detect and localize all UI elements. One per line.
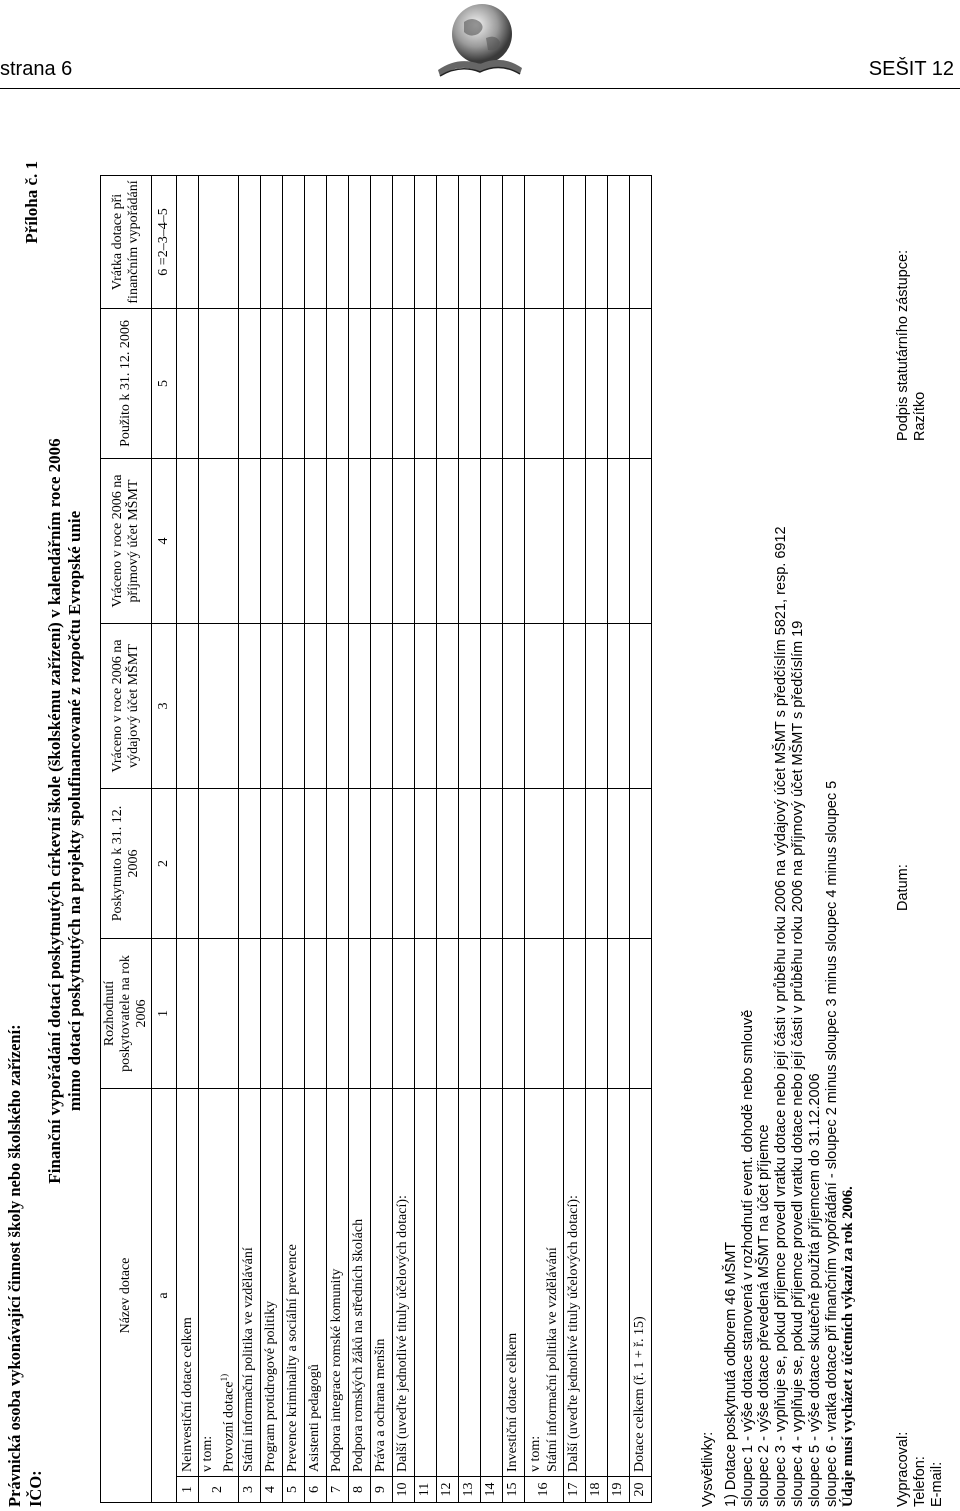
value-cell[interactable]	[414, 788, 436, 938]
value-cell[interactable]	[458, 788, 480, 938]
table-row	[260, 175, 282, 1502]
value-cell[interactable]	[502, 175, 524, 308]
value-cell[interactable]	[370, 175, 392, 308]
row-label-cell	[304, 1088, 326, 1476]
value-cell[interactable]	[524, 938, 563, 1088]
row-label: Podpora integrace romské komunity	[329, 1268, 345, 1472]
table-row	[585, 175, 607, 1502]
row-number: 17	[563, 1477, 585, 1503]
table-row	[502, 175, 524, 1502]
value-cell[interactable]	[326, 623, 348, 788]
explanation-line: sloupec 1 - výše dotace stanovená v rozhodnutí event. dohodě nebo smlouvě	[739, 1009, 756, 1507]
value-cell[interactable]	[392, 788, 414, 938]
value-cell[interactable]	[326, 938, 348, 1088]
value-cell[interactable]	[199, 458, 239, 623]
value-cell[interactable]	[563, 938, 585, 1088]
value-cell[interactable]	[563, 308, 585, 458]
value-cell[interactable]	[414, 458, 436, 623]
row-number: 10	[392, 1477, 414, 1503]
row-label: Investiční dotace celkem	[505, 1332, 521, 1472]
table-row	[480, 175, 502, 1502]
value-cell[interactable]	[348, 788, 370, 938]
value-cell[interactable]	[629, 308, 651, 458]
explanation-line: sloupec 6 - vratka dotace při finančním vypořádání - sloupec 2 minus sloupec 3 minus sloupec 4 minus sloupec 5	[823, 780, 840, 1507]
signature-block	[895, 250, 929, 441]
value-cell[interactable]	[238, 308, 260, 458]
explanation-line: sloupec 4 - vyplňuje se, pokud příjemce provedl vratku dotace nebo její části v průběhu roku 2006 na příjmový účet MŠMT s předčíslím 19	[789, 620, 806, 1507]
table-row	[304, 175, 326, 1502]
row-label: Prevence kriminality a sociální prevence	[285, 1244, 301, 1472]
value-cell[interactable]	[414, 623, 436, 788]
value-cell[interactable]	[414, 175, 436, 308]
row-label-cell	[585, 1088, 607, 1476]
value-cell[interactable]	[524, 175, 563, 308]
value-cell[interactable]	[304, 938, 326, 1088]
value-cell[interactable]	[304, 788, 326, 938]
value-cell[interactable]	[629, 623, 651, 788]
row-prefix: v tom:	[200, 1435, 215, 1472]
row-number: 7	[326, 1477, 348, 1503]
value-cell[interactable]	[238, 623, 260, 788]
value-cell[interactable]	[392, 938, 414, 1088]
phone-label: Telefon:	[912, 1456, 928, 1507]
column-header: Poskytnuto k 31. 12. 2006	[101, 788, 152, 938]
value-cell[interactable]	[260, 308, 282, 458]
value-cell[interactable]	[326, 458, 348, 623]
value-cell[interactable]	[282, 623, 304, 788]
value-cell[interactable]	[260, 175, 282, 308]
column-header: Vrátka dotace při finančním vypořádání	[101, 175, 152, 308]
row-label: Další (uveďte jednotlivé tituly účelových dotací):	[566, 1195, 582, 1472]
value-cell[interactable]	[260, 623, 282, 788]
value-cell[interactable]	[629, 458, 651, 623]
prepared-by-label: Vypracoval:	[895, 1431, 911, 1507]
row-number: 8	[348, 1477, 370, 1503]
value-cell[interactable]	[177, 938, 199, 1088]
column-header: Vráceno v roce 2006 na výdajový účet MŠMT	[101, 623, 152, 788]
column-header: Název dotace	[101, 1088, 152, 1502]
row-label-cell	[524, 1088, 563, 1476]
value-cell[interactable]	[502, 788, 524, 938]
row-number: 4	[260, 1477, 282, 1503]
value-cell[interactable]	[370, 623, 392, 788]
organization-line: Právnická osoba vykonávající činnost školy nebo školského zařízení:	[5, 1024, 24, 1507]
value-cell[interactable]	[502, 623, 524, 788]
table-row	[524, 175, 563, 1502]
table-body	[177, 175, 652, 1502]
explanation-line: sloupec 5 - výše dotace skutečně použitá příjemcem do 31.12.2006	[806, 1073, 823, 1507]
section-label: SEŠIT 12	[868, 58, 954, 80]
row-number: 16	[524, 1477, 563, 1503]
value-cell[interactable]	[480, 623, 502, 788]
form-title	[45, 261, 85, 1361]
row-number: 2	[199, 1477, 239, 1503]
table-row	[563, 175, 585, 1502]
explanation-line: sloupec 3 - vyplňuje se, pokud příjemce provedl vratku dotace nebo její části v průběhu roku 2006 na výdajový účet MŠMT s předčíslím 5821, resp. 6912	[773, 526, 790, 1507]
table-row	[436, 175, 458, 1502]
row-label-cell	[480, 1088, 502, 1476]
row-label: Neinvestiční dotace celkem	[179, 1317, 195, 1472]
ico-line: IČO:	[26, 1470, 45, 1507]
prepared-by-block	[895, 1432, 946, 1507]
value-cell[interactable]	[524, 308, 563, 458]
value-cell[interactable]	[585, 308, 607, 458]
value-cell[interactable]	[480, 458, 502, 623]
value-cell[interactable]	[370, 458, 392, 623]
value-cell[interactable]	[480, 175, 502, 308]
row-label: Provozní dotace	[221, 1381, 237, 1472]
row-label-cell	[282, 1088, 304, 1476]
value-cell[interactable]	[502, 938, 524, 1088]
value-cell[interactable]	[282, 788, 304, 938]
value-cell[interactable]	[304, 308, 326, 458]
column-index: 3	[152, 623, 177, 788]
row-label-cell	[458, 1088, 480, 1476]
column-header: Vráceno v roce 2006 na příjmový účet MŠMT	[101, 458, 152, 623]
value-cell[interactable]	[607, 175, 629, 308]
row-label: Program protidrogové politiky	[263, 1300, 279, 1472]
value-cell[interactable]	[607, 458, 629, 623]
value-cell[interactable]	[585, 175, 607, 308]
row-number: 1	[177, 1477, 199, 1503]
value-cell[interactable]	[629, 788, 651, 938]
row-number: 12	[436, 1477, 458, 1503]
value-cell[interactable]	[177, 175, 199, 308]
organization-block	[4, 1024, 46, 1507]
table-row	[370, 175, 392, 1502]
row-label-cell	[392, 1088, 414, 1476]
value-cell[interactable]	[607, 623, 629, 788]
row-label: Asistenti pedagogů	[307, 1364, 323, 1472]
value-cell[interactable]	[458, 308, 480, 458]
explanation-note: Údaje musí vycházet z účetních výkazů za rok 2006.	[840, 1186, 857, 1507]
value-cell[interactable]	[585, 788, 607, 938]
value-cell[interactable]	[260, 458, 282, 623]
row-label-cell	[348, 1088, 370, 1476]
row-number: 19	[607, 1477, 629, 1503]
value-cell[interactable]	[458, 458, 480, 623]
value-cell[interactable]	[370, 938, 392, 1088]
table-row	[282, 175, 304, 1502]
value-cell[interactable]	[458, 938, 480, 1088]
value-cell[interactable]	[392, 623, 414, 788]
value-cell[interactable]	[607, 938, 629, 1088]
column-index: 1	[152, 938, 177, 1088]
row-number: 5	[282, 1477, 304, 1503]
title-line: mimo dotací poskytnutých na projekty spolufinancované z rozpočtu Evropské unie	[65, 510, 84, 1112]
value-cell[interactable]	[436, 458, 458, 623]
row-number: 9	[370, 1477, 392, 1503]
value-cell[interactable]	[480, 938, 502, 1088]
row-label-cell	[629, 1088, 651, 1476]
table-row	[348, 175, 370, 1502]
email-label: E-mail:	[929, 1461, 945, 1507]
value-cell[interactable]	[238, 175, 260, 308]
row-label-cell	[326, 1088, 348, 1476]
value-cell[interactable]	[199, 938, 239, 1088]
value-cell[interactable]	[177, 788, 199, 938]
value-cell[interactable]	[502, 458, 524, 623]
value-cell[interactable]	[524, 458, 563, 623]
value-cell[interactable]	[370, 788, 392, 938]
column-index: 2	[152, 788, 177, 938]
value-cell[interactable]	[392, 458, 414, 623]
row-label: Práva a ochrana menšin	[373, 1338, 389, 1472]
value-cell[interactable]	[199, 788, 239, 938]
value-cell[interactable]	[348, 623, 370, 788]
value-cell[interactable]	[238, 938, 260, 1088]
explanations	[700, 167, 857, 1507]
value-cell[interactable]	[502, 308, 524, 458]
column-index: 5	[152, 308, 177, 458]
value-cell[interactable]	[607, 788, 629, 938]
row-label-cell	[563, 1088, 585, 1476]
table-row	[326, 175, 348, 1502]
table-row	[392, 175, 414, 1502]
explanations-heading: Vysvětlivky:	[700, 1431, 716, 1507]
value-cell[interactable]	[260, 788, 282, 938]
settlement-table	[100, 175, 652, 1503]
value-cell[interactable]	[436, 175, 458, 308]
value-cell[interactable]	[304, 175, 326, 308]
stamp-label: Razítko	[912, 391, 928, 441]
value-cell[interactable]	[436, 938, 458, 1088]
row-label: Další (uveďte jednotlivé tituly účelových dotací):	[395, 1195, 411, 1472]
row-number: 13	[458, 1477, 480, 1503]
table-row	[238, 175, 260, 1502]
value-cell[interactable]	[480, 308, 502, 458]
value-cell[interactable]	[585, 938, 607, 1088]
row-label: Dotace celkem (ř. 1 + ř. 15)	[632, 1316, 648, 1472]
explanation-line: sloupec 2 - výše dotace převedená MŠMT na účet příjemce	[756, 1124, 773, 1507]
value-cell[interactable]	[238, 458, 260, 623]
row-label-cell	[238, 1088, 260, 1476]
value-cell[interactable]	[199, 175, 239, 308]
value-cell[interactable]	[177, 308, 199, 458]
value-cell[interactable]	[282, 458, 304, 623]
value-cell[interactable]	[177, 623, 199, 788]
column-index: 6 =2–3–4–5	[152, 175, 177, 308]
value-cell[interactable]	[177, 458, 199, 623]
value-cell[interactable]	[304, 458, 326, 623]
page-number: strana 6	[0, 58, 73, 80]
row-prefix: v tom:	[527, 1435, 543, 1472]
table-row	[607, 175, 629, 1502]
value-cell[interactable]	[348, 175, 370, 308]
row-number: 14	[480, 1477, 502, 1503]
row-label-cell	[199, 1088, 239, 1476]
value-cell[interactable]	[629, 175, 651, 308]
table-row	[177, 175, 199, 1502]
row-label-cell	[502, 1088, 524, 1476]
value-cell[interactable]	[326, 788, 348, 938]
attachment-label: Příloha č. 1	[22, 161, 41, 244]
value-cell[interactable]	[524, 788, 563, 938]
value-cell[interactable]	[585, 623, 607, 788]
value-cell[interactable]	[563, 175, 585, 308]
row-number: 18	[585, 1477, 607, 1503]
date-label: Datum:	[895, 864, 911, 911]
row-number: 6	[304, 1477, 326, 1503]
value-cell[interactable]	[436, 623, 458, 788]
column-header: Rozhodnutí poskytovatele na rok 2006	[101, 938, 152, 1088]
value-cell[interactable]	[326, 175, 348, 308]
rotated-form	[0, 141, 960, 1511]
value-cell[interactable]	[458, 623, 480, 788]
value-cell[interactable]	[326, 308, 348, 458]
value-cell[interactable]	[436, 308, 458, 458]
row-label: Podpora romských žáků na středních školách	[351, 1218, 367, 1472]
row-label-cell	[260, 1088, 282, 1476]
value-cell[interactable]	[392, 308, 414, 458]
column-header: Použito k 31. 12. 2006	[101, 308, 152, 458]
table-row	[199, 175, 239, 1502]
value-cell[interactable]	[392, 175, 414, 308]
value-cell[interactable]	[436, 788, 458, 938]
value-cell[interactable]	[282, 175, 304, 308]
value-cell[interactable]	[282, 308, 304, 458]
title-line: Finanční vypořádání dotací poskytnutých církevní škole (školskému zařízení) v kalendářním roce 2006	[45, 438, 64, 1184]
row-number: 11	[414, 1477, 436, 1503]
row-label: Státní informační politika ve vzdělávání	[544, 1247, 560, 1472]
row-number: 20	[629, 1477, 651, 1503]
value-cell[interactable]	[524, 623, 563, 788]
value-cell[interactable]	[199, 308, 239, 458]
value-cell[interactable]	[585, 458, 607, 623]
row-label-cell	[177, 1088, 199, 1476]
row-label-cell	[370, 1088, 392, 1476]
value-cell[interactable]	[282, 938, 304, 1088]
value-cell[interactable]	[260, 938, 282, 1088]
value-cell[interactable]	[370, 308, 392, 458]
explanation-line: 1) Dotace poskytnutá odborem 46 MŠMT	[722, 1241, 739, 1507]
row-label-cell	[607, 1088, 629, 1476]
row-number: 15	[502, 1477, 524, 1503]
row-label-cell	[414, 1088, 436, 1476]
value-cell[interactable]	[348, 458, 370, 623]
column-index: 4	[152, 458, 177, 623]
value-cell[interactable]	[348, 308, 370, 458]
header-rule	[0, 88, 960, 89]
value-cell[interactable]	[563, 623, 585, 788]
row-label-cell	[436, 1088, 458, 1476]
value-cell[interactable]	[607, 308, 629, 458]
footnote-marker: 1)	[219, 1373, 229, 1382]
value-cell[interactable]	[238, 788, 260, 938]
column-index: a	[152, 1088, 177, 1502]
value-cell[interactable]	[480, 788, 502, 938]
row-number: 3	[238, 1477, 260, 1503]
value-cell[interactable]	[414, 938, 436, 1088]
value-cell[interactable]	[629, 938, 651, 1088]
globe-book-icon	[430, 0, 530, 88]
value-cell[interactable]	[348, 938, 370, 1088]
value-cell[interactable]	[304, 623, 326, 788]
signature-label: Podpis statutárního zástupce:	[895, 249, 911, 441]
table-row	[414, 175, 436, 1502]
value-cell[interactable]	[414, 308, 436, 458]
table-row	[629, 175, 651, 1502]
value-cell[interactable]	[199, 623, 239, 788]
value-cell[interactable]	[563, 788, 585, 938]
value-cell[interactable]	[563, 458, 585, 623]
row-label: Státní informační politika ve vzdělávání	[241, 1247, 257, 1472]
value-cell[interactable]	[458, 175, 480, 308]
table-row	[458, 175, 480, 1502]
